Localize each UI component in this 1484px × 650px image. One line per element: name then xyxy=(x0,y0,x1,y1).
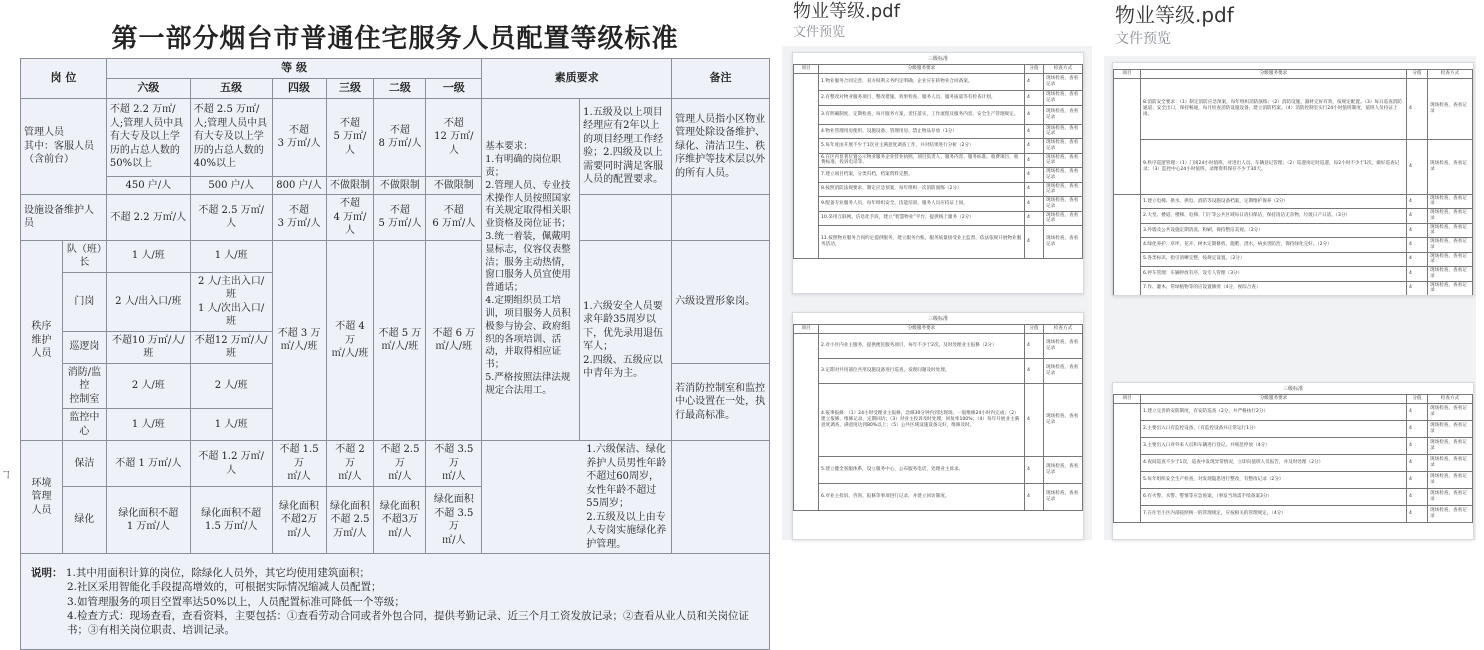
mini-row: 2.主要出入口有监控设备，（有监控设备并正常运行1分） xyxy=(1141,420,1407,437)
remark-management: 管理人员指小区物业管理处除设备维护、绿化、清洁卫生、秩序维护等技术层以外的所有人员。 xyxy=(672,98,770,195)
cell: 不超 1 万㎡/人 xyxy=(106,441,190,487)
header-position: 岗 位 xyxy=(21,59,107,99)
mini-row: 2.大堂、楼道、楼梯、电梯、门厅等公共区域每日清扫保洁，保持清洁无杂物，垃圾日产日清。（3分） xyxy=(1141,209,1407,223)
cell: 2 人/班 xyxy=(106,363,190,409)
preview-filename[interactable]: 物业等级.pdf xyxy=(1115,3,1234,27)
header-grade: 等 级 xyxy=(106,59,481,79)
document-title: 第一部分烟台市普通住宅服务人员配置等级标准 xyxy=(111,24,679,54)
cell: 不做限制 xyxy=(374,176,426,195)
preview-subtitle: 文件预览 xyxy=(1115,31,1171,47)
mini-table: 项目 分级服务要求 分值 检查方式 1.建立完善的安防制度，有安防巡查（2分，并严格执行2分） 4 现场检查，查看记录 2.主要出入口有监控设备，（有监控设备并正常运行1分） 4 现场检查，查看记录 3.主要出入口对外来人员和车辆进行登记，并规范停放（4分） 4 现场检查，查看记录 4.夜间巡查不少于1次，巡查中发现异常情况，立即向值班人员报告，并及时处理（2分） 4 现场检查，查看记录 5.每年组织安全生产检查，对发现隐患进行整改，有整改记录（2分） 4 现场检查，查看记录 6.有火警、水警、警情等应急预案，（事发当场需手续备案3分） 4 现场检查，查看记录 7.在住宅小区内部按照统一的管理规定，应按相关的管理规定，（4分） 4 现场检查，查看记录 xyxy=(1113,394,1473,523)
cell: 不做限制 xyxy=(426,176,482,195)
mini-col: 分级服务要求 xyxy=(819,65,1025,74)
mini-row: 6.对业主投诉、咨询、报修等事项进行记录，并建立回访制度。 xyxy=(819,483,1025,510)
cell: 2 人/班 xyxy=(190,363,272,409)
cell: 不超 4 万㎡/人 xyxy=(326,195,374,241)
notes-label: 说明： xyxy=(31,567,63,580)
cell: 不做限制 xyxy=(326,176,374,195)
mini-row: 4.绿化养护：草坪、花卉、树木定期修剪、施肥、浇水，病虫害防治，保持绿化完好。（2分） xyxy=(1141,238,1407,252)
cell: 不超 2.5 万㎡/人;管理人员中具有大专及以上学历的占总人数的 40%以上 xyxy=(190,98,272,176)
cell: 不超 5 万㎡/人 xyxy=(326,98,374,176)
header-level: 二级 xyxy=(374,78,426,98)
cell: 不超 3.5 万 ㎡/人 xyxy=(426,441,482,487)
mini-row: 7.建立项目档案，分类归档，档案资料完整。 xyxy=(819,168,1025,182)
mini-row: 7.作、灌木、常绿植物等的应设置修剪（4分，视综合查） xyxy=(1141,281,1407,295)
cell: 不超 3 万㎡/人 xyxy=(272,98,326,176)
cell: 不超 2.5 万 ㎡/人 xyxy=(374,441,426,487)
remark-environment xyxy=(672,441,770,554)
file-preview-panel xyxy=(1112,0,1457,52)
cell: 不超 1.2 万㎡/人 xyxy=(190,441,272,487)
mini-row: 9.配备专业服务人员，每年组织安全、技能培训，服务人员应持证上岗。 xyxy=(819,197,1025,211)
document-page xyxy=(20,10,770,636)
cell: 绿化面积不超 3.5 万 ㎡/人 xyxy=(426,487,482,554)
row-label-facility: 设施设备维护人员 xyxy=(21,195,107,241)
mini-row: 4.报事报修：（1）24小时受理业主报修，急修30分钟内到达现场，一般维修24小时内完成；（2）建立报修、维修记录，定期回访；（3）对业主投诉及时处理，回复率100%；（4）每年开展业主满意度调查，满意度达到80%以上；（5）公共区域设施设备完好，维修及时。 xyxy=(819,383,1025,456)
cell: 不超 2.2 万㎡/人 xyxy=(106,195,190,241)
cell: 绿化面积不超 1 万㎡/人 xyxy=(106,487,190,554)
mini-row: 1.建立电梯、供水、供电、消防等设施设备档案，定期维护保养（2分） xyxy=(1141,194,1407,208)
mini-col: 检查方式 xyxy=(1044,65,1083,74)
cell: 不超 2.2 万㎡/人;管理人员中具有大专及以上学历的占总人数的 50%以上 xyxy=(106,98,190,176)
cell: 1 人/班 xyxy=(190,409,272,441)
cell: 不超 5 万㎡/人 xyxy=(374,195,426,241)
mini-row: 5.每年度由开展不少于1次业主满意度调查工作，并对结果进行分析（2分） xyxy=(819,139,1025,153)
cell: 不超 5 万 ㎡/人/班 xyxy=(374,240,426,441)
mini-col: 项目 xyxy=(794,65,819,74)
preview-filename[interactable]: 物业等级.pdf xyxy=(793,1,900,22)
cell: 不超 8 万㎡/人 xyxy=(374,98,426,176)
mini-row: 6.在区内显著位置公示物业服务企业营业执照、项目负责人、服务内容、服务标准、收费项目、收费标准、投诉电话等。 xyxy=(819,153,1025,167)
mini-row: 11.按照物业服务合同约定提供服务，建立服务台账，服务质量接受业主监督，依法依规开展物业服务活动。 xyxy=(819,226,1025,259)
file-preview-panel xyxy=(790,0,1135,44)
mini-row: 2.对小区内业主服务，提供便民服务项目，每年不少于2次，及时处理业主报修（2分） xyxy=(819,333,1025,358)
mini-row: 9.秩序巡逻管理：（1）门岗24小时值班，对进出人员、车辆登记管理；（2）巡逻岗定时巡逻，每2小时不少于1次，做好巡查记录；（3）监控中心24小时值班，录像资料保存不少于30天。 xyxy=(1141,139,1407,194)
mini-row: 4.物业管理用房使用、设施设备、管理用房、禁止物品存放（1分） xyxy=(819,124,1025,138)
note-item: 2.社区采用智能化手段提高增效的，可根据实际情况缩减人员配置； xyxy=(67,581,382,594)
margin-mark: ヿ xyxy=(2,471,12,481)
cell: 不超 3 万 ㎡/人/班 xyxy=(272,240,326,441)
role-label: 监控中心 xyxy=(62,409,106,441)
preview-page-thumbnail[interactable] xyxy=(792,312,1084,540)
quality-facility xyxy=(580,195,672,241)
cell: 500 户/人 xyxy=(190,176,272,195)
cell: 2 人/主出入口/班 1 人/次出入口/班 xyxy=(190,272,272,331)
mini-caption: 三级标准 xyxy=(927,56,948,62)
cell: 不超10 万㎡/人/班 xyxy=(106,331,190,363)
cell: 2 人/出入口/班 xyxy=(106,272,190,331)
cell: 不超 2 万 ㎡/人 xyxy=(326,441,374,487)
mini-row: 1.物业服务合同完善，双方权利义务约定明确，企业应在转物业合同备案。 xyxy=(819,73,1025,90)
role-label: 队（班）长 xyxy=(62,240,106,272)
cell: 1 人/班 xyxy=(190,240,272,272)
mini-col: 分值 xyxy=(1025,65,1044,74)
mini-row: 10.采用互联网、信息化手段，建立“智慧物业”平台，提供线上服务（2分） xyxy=(819,211,1025,225)
mini-row: 3.定期对共用部位共用设施设备进行巡查，发现问题及时处理。 xyxy=(819,358,1025,383)
quality-management: 1.五级及以上项目经理应有2年以上的项目经理工作经验；2.四级及以上需要同时满足客服人员的配置要求。 xyxy=(580,98,672,195)
preview-page-thumbnail[interactable] xyxy=(792,52,1084,294)
preview-subtitle: 文件预览 xyxy=(793,25,846,40)
header-level: 四级 xyxy=(272,78,326,98)
cell: 绿化面积不超3万㎡/人 xyxy=(374,487,426,554)
header-quality: 素质要求 xyxy=(482,59,672,99)
mini-row: 4.夜间巡查不少于1次，巡查中发现异常情况，立即向值班人员报告，并及时处理（2分） xyxy=(1141,454,1407,471)
header-level: 五级 xyxy=(190,78,272,98)
cell: 800 户/人 xyxy=(272,176,326,195)
note-item: 1.其中用面积计算的岗位，除绿化人员外，其它均使用建筑面积； xyxy=(65,567,370,580)
notes xyxy=(21,554,770,650)
remark-security-2: 若消防控制室和监控中心设置在一处，执行最高标准。 xyxy=(672,363,770,441)
cell: 1 人/班 xyxy=(106,240,190,272)
cell: 不超 12 万㎡/人 xyxy=(426,98,482,176)
mini-row: 6.停车管理：车辆停放有序，设专人管理（3分） xyxy=(1141,267,1407,281)
base-requirements: 基本要求： 1.有明确的岗位职责； 2.管理人员、专业技术操作人员按照国家有关规定取得相关职业资格及岗位证书； 3.统一着装，佩戴明显标志，仪容仪表整洁；服务主动热情，窗口服务人员宜使用普通话； 4.定期组织员工培训，项目服务人员积极参与协会、政府组织的各项培训、活动，并取得相应证书； 5.严格按照法律法规规定合法用工。 xyxy=(482,98,580,441)
cell: 1 人/班 xyxy=(106,409,190,441)
header-level: 一级 xyxy=(426,78,482,98)
role-label: 绿化 xyxy=(62,487,106,554)
preview-header xyxy=(790,0,1135,44)
mini-row: 5.每年组织安全生产检查，对发现隐患进行整改，有整改记录（2分） xyxy=(1141,471,1407,488)
preview-page-thumbnail[interactable]: 三级标准 项目 分级服务要求 分值 检查方式 1.建立完善的安防制度，有安防巡查（2分，并严格执行2分） 4 现场检查，查看记录 2.主要出入口有监控设备，（有监控设备并正常运行1分） 4 现场检查，查看记录 3.主要出入口对外来人员和车辆进行登记，并规范停放（4分） 4 现场检查，查看记录 4.夜间巡查不少于1次，巡查中发现异常情况，立即向值班人员报告，并及时处理（2分） 4 现场检查，查看记录 5.每年组织安全生产检查，对发现隐患进行整改，有整改记录（2分） 4 现场检查，查看记录 6.有火警、水警、警情等应急预案，（事发当场需手续备案3分） 4 现场检查，查看记录 7.在住宅小区内部按照统一的管理规定，应按相关的管理规定，（4分） 4 现场检查，查看记录 xyxy=(1112,382,1474,540)
cell: 绿化面积不超 1.5 万㎡/人 xyxy=(190,487,272,554)
cell: 450 户/人 xyxy=(106,176,190,195)
row-group-security: 秩序 维护 人员 xyxy=(21,240,63,441)
cell: 不超 2.5 万㎡/人 xyxy=(190,195,272,241)
role-label: 消防/监控 控制室 xyxy=(62,363,106,409)
role-label: 保洁 xyxy=(62,441,106,487)
cell: 绿化面积不超 2.5 万㎡/人 xyxy=(326,487,374,554)
quality-security: 1.六级安全人员要求年龄35周岁以下，优先录用退伍军人； 2.四级、五级应以中青年为主。 xyxy=(580,240,672,441)
remark-facility xyxy=(672,195,770,241)
quality-environment: 1.六级保洁、绿化养护人员男性年龄不超过60周岁，女性年龄不超过55周岁； 2.五级及以上由专人专岗实施绿化养护管理。 xyxy=(482,441,672,554)
role-label: 门岗 xyxy=(62,272,106,331)
header-remarks: 备注 xyxy=(672,59,770,99)
cell: 不超 1.5 万 ㎡/人 xyxy=(272,441,326,487)
preview-header xyxy=(1112,0,1457,52)
cell: 不超12 万㎡/人/班 xyxy=(190,331,272,363)
mini-table: 项目 分级服务要求 分值 检查方式 1.物业服务合同完善，双方权利义务约定明确，企业应在转物业合同备案。 4 现场检查，查看记录 2.有整改对物业服务项目，整改措施、效果检查、服务人员、服务质量等有检查计划。 4 现场检查，查看记录 3.有明确制度，定期检查，每月服务方案，责任落实，工作流程及服务内容，安全生产管理规定。 4 现场检查，查看记录 4.物业管理用房使用、设施设备、管理用房、禁止物品存放（1分） 4 现场检查，查看记录 5.每年度由开展不少于1次业主满意度调查工作，并对结果进行分析（2分） 4 现场检查，查看记录 6.在区内显著位置公示物业服务企业营业执照、项目负责人、服务内容、服务标准、收费项目、收费标准、投诉电话等。 4 现场检查，查看记录 7.建立项目档案，分类归档，档案资料完整。 4 现场检查，查看记录 8.按照消防法规要求，制定应急预案，每年组织一次消防演练（2分） 4 现场检查，查看记录 9.配备专业服务人员，每年组织安全、技能培训，服务人员应持证上岗。 4 现场检查，查看记录 10.采用互联网、信息化手段，建立“智慧物业”平台，提供线上服务（2分） 4 现场检查，查看记录 11.按照物业服务合同约定提供服务，建立服务台账，服务质量接受业主监督，依法依规开展物业服务活动。 4 现场检查，查看记录 xyxy=(793,64,1083,259)
mini-row: 3.主要出入口对外来人员和车辆进行登记，并规范停放（4分） xyxy=(1141,437,1407,454)
preview-page-thumbnail[interactable] xyxy=(1112,62,1474,296)
staffing-standards-table xyxy=(20,58,770,650)
mini-table: 项目 分级服务要求 分值 检查方式 2.对小区内业主服务，提供便民服务项目，每年不少于2次，及时处理业主报修（2分） 4 现场检查，查看记录 3.定期对共用部位共用设施设备进行巡查，发现问题及时处理。 4 现场检查，查看记录 4.报事报修：（1）24小时受理业主报修，急修30分钟内到达现场，一般维修24小时内完成；（2）建立报修、维修记录，定期回访；（3）对业主投诉及时处理，回复率100%；（4）每年开展业主满意度调查，满意度达到80%以上；（5）公共区域设施设备完好，维修及时。 4 现场检查，查看记录 5.建立健全客服体系，设立服务中心，公布服务电话，处理业主诉求。 4 现场检查，查看记录 6.对业主投诉、咨询、报修等事项进行记录，并建立回访制度。 4 现场检查，查看记录 xyxy=(793,324,1083,511)
cell: 绿化面积不超2万㎡/人 xyxy=(272,487,326,554)
mini-row: 5.各类标识、指引清晰完整，按规定设置。（2分） xyxy=(1141,252,1407,266)
mini-row: 6.有火警、水警、警情等应急预案，（事发当场需手续备案3分） xyxy=(1141,488,1407,505)
cell: 不超 3 万㎡/人 xyxy=(272,195,326,241)
cell: 不超 6 万 ㎡/人/班 xyxy=(426,240,482,441)
mini-row: 1.建立完善的安防制度，有安防巡查（2分，并严格执行2分） xyxy=(1141,403,1407,420)
header-level: 三级 xyxy=(326,78,374,98)
role-label: 巡逻岗 xyxy=(62,331,106,363)
cell: 不超 4 万 ㎡/人/班 xyxy=(326,240,374,441)
mini-row: 7.在住宅小区内部按照统一的管理规定，应按相关的管理规定，（4分） xyxy=(1141,505,1407,522)
header-level: 六级 xyxy=(106,78,190,98)
mini-row: 2.有整改对物业服务项目，整改措施、效果检查、服务人员、服务质量等有检查计划。 xyxy=(819,90,1025,105)
row-group-environment: 环境 管理 人员 xyxy=(21,441,63,554)
row-label-management: 管理人员 其中：客服人员（含前台） xyxy=(21,98,107,195)
mini-row: 5.建立健全客服体系，设立服务中心，公布服务电话，处理业主诉求。 xyxy=(819,456,1025,483)
note-item: 4.检查方式：现场查看，查看资料，主要包括：①查看劳动合同或者外包合同，提供考勤记录、近三个月工资发放记录；②查看从业人员和关岗位证书；③有相关岗位职责、培训记录。 xyxy=(67,609,750,636)
mini-table: 项目 分级服务要求 分值 检查方式 8.消防安全要求：（1）制定消防应急预案，每年组织消防演练；（2）消防设施、器材完好有效，按规定配置。（3）每日巡查消防通道、安全出口，保持畅通，每月检查消防设施设备，建立消防档案。（4）消防控制室实行24小时值班制度，值班人员持证上岗。 4 现场检查，查看记录 9.秩序巡逻管理：（1）门岗24小时值班，对进出人员、车辆登记管理；（2）巡逻岗定时巡逻，每2小时不少于1次，做好巡查记录；（3）监控中心24小时值班，录像资料保存不少于30天。 4 现场检查，查看记录 1.建立电梯、供水、供电、消防等设施设备档案，定期维护保养（2分） 4 现场检查，查看记录 2.大堂、楼道、楼梯、电梯、门厅等公共区域每日清扫保洁，保持清洁无杂物，垃圾日产日清。（3分） 4 现场检查，查看记录 3.外墙及公共设施定期清洗、粉刷，保持整洁美观。（2分） 4 现场检查，查看记录 4.绿化养护：草坪、花卉、树木定期修剪、施肥、浇水，病虫害防治，保持绿化完好。（2分） 4 现场检查，查看记录 5.各类标识、指引清晰完整，按规定设置。（2分） 4 现场检查，查看记录 6.停车管理：车辆停放有序，设专人管理（3分） 4 现场检查，查看记录 7.作、灌木、常绿植物等的应设置修剪（4分，视综合查） 4 现场检查，查看记录 xyxy=(1113,69,1473,296)
mini-row: 8.消防安全要求：（1）制定消防应急预案，每年组织消防演练；（2）消防设施、器材完好有效，按规定配置。（3）每日巡查消防通道、安全出口，保持畅通，每月检查消防设施设备，建立消防档案。（4）消防控制室实行24小时值班制度，值班人员持证上岗。 xyxy=(1141,78,1407,139)
mini-caption: 三级标准 xyxy=(927,316,948,322)
remark-security-1: 六级设置形象岗。 xyxy=(672,240,770,363)
note-item: 3.如管理服务的项目空置率达50%以上，人员配置标准可降低一个等级； xyxy=(67,595,405,608)
mini-row: 3.有明确制度，定期检查，每月服务方案，责任落实，工作流程及服务内容，安全生产管理规定。 xyxy=(819,105,1025,124)
mini-row: 8.按照消防法规要求，制定应急预案，每年组织一次消防演练（2分） xyxy=(819,182,1025,196)
mini-row: 3.外墙及公共设施定期清洗、粉刷，保持整洁美观。（2分） xyxy=(1141,223,1407,237)
cell: 不超 6 万㎡/人 xyxy=(426,195,482,241)
